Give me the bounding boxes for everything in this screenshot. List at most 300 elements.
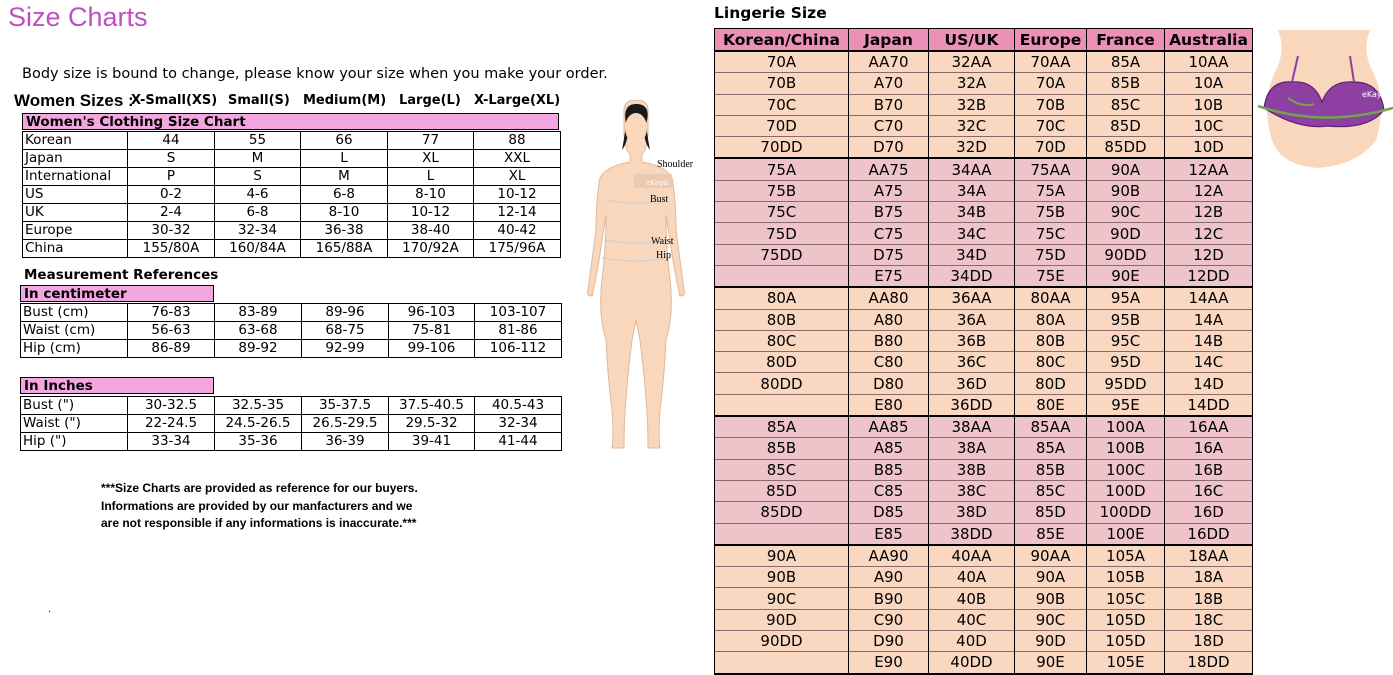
lingerie-cell: C75 <box>849 223 929 244</box>
lingerie-cell: 18DD <box>1165 652 1253 674</box>
lingerie-cell: 16D <box>1165 502 1253 523</box>
size-cell: 10-12 <box>388 204 474 222</box>
size-cell: XL <box>388 150 474 168</box>
lingerie-cell: 85C <box>1015 480 1087 501</box>
body-figure-illustration <box>566 100 706 455</box>
lingerie-row <box>715 158 1253 180</box>
lingerie-cell: 80C <box>715 330 849 351</box>
lingerie-cell: B70 <box>849 94 929 115</box>
size-cell: 35-36 <box>215 433 302 451</box>
lingerie-cell: 90DD <box>715 631 849 652</box>
lingerie-cell: 90E <box>1087 265 1165 287</box>
lingerie-cell: 38AA <box>929 416 1015 438</box>
lingerie-cell: 75DD <box>715 244 849 265</box>
size-cell: 170/92A <box>388 240 474 258</box>
lingerie-cell: 70C <box>715 94 849 115</box>
lingerie-cell: 14D <box>1165 373 1253 394</box>
size-cell: 103-107 <box>475 304 562 322</box>
lingerie-cell: 40D <box>929 631 1015 652</box>
lingerie-cell: A90 <box>849 567 929 588</box>
size-cell: L <box>301 150 388 168</box>
size-cell: 155/80A <box>128 240 215 258</box>
row-label: Japan <box>23 150 128 168</box>
size-cell: 76-83 <box>128 304 215 322</box>
lingerie-header-cell: Europe <box>1015 29 1087 52</box>
lingerie-row <box>715 180 1253 201</box>
clothing-row <box>23 186 561 204</box>
cm-row <box>21 322 562 340</box>
size-cell: 10-12 <box>474 186 561 204</box>
lingerie-cell: 16B <box>1165 459 1253 480</box>
lingerie-cell: 80AA <box>1015 287 1087 309</box>
lingerie-cell: B85 <box>849 459 929 480</box>
lingerie-cell: 90D <box>1015 631 1087 652</box>
size-cell: 36-38 <box>301 222 388 240</box>
lingerie-cell: 34B <box>929 202 1015 223</box>
clothing-row <box>23 222 561 240</box>
size-cell: 75-81 <box>389 322 475 340</box>
size-cell: P <box>128 168 215 186</box>
lingerie-cell: 70D <box>1015 137 1087 159</box>
lingerie-cell: B75 <box>849 202 929 223</box>
lingerie-cell: 85D <box>1015 502 1087 523</box>
size-cell: 8-10 <box>388 186 474 204</box>
size-cell: 6-8 <box>301 186 388 204</box>
lingerie-header-cell: France <box>1087 29 1165 52</box>
lingerie-cell: 16DD <box>1165 523 1253 545</box>
lingerie-cell: 85AA <box>1015 416 1087 438</box>
size-cell: 86-89 <box>128 340 215 358</box>
lingerie-cell: 38B <box>929 459 1015 480</box>
lingerie-cell: 40A <box>929 567 1015 588</box>
size-cell: 63-68 <box>215 322 302 340</box>
lingerie-cell: 14DD <box>1165 394 1253 416</box>
lingerie-cell: 90C <box>1087 202 1165 223</box>
lingerie-cell: 105E <box>1087 652 1165 674</box>
size-cell: 77 <box>388 132 474 150</box>
clothing-size-table <box>22 131 561 258</box>
lingerie-cell: 85D <box>1087 115 1165 136</box>
lingerie-cell: 32B <box>929 94 1015 115</box>
lingerie-cell: 80E <box>1015 394 1087 416</box>
lingerie-cell: 34DD <box>929 265 1015 287</box>
lingerie-row <box>715 115 1253 136</box>
lingerie-cell: 100B <box>1087 438 1165 459</box>
lingerie-cell: 105D <box>1087 609 1165 630</box>
lingerie-cell: 85A <box>1015 438 1087 459</box>
lingerie-cell: 90E <box>1015 652 1087 674</box>
lingerie-cell: 75A <box>1015 180 1087 201</box>
lingerie-cell: 36B <box>929 330 1015 351</box>
lingerie-cell: 16AA <box>1165 416 1253 438</box>
size-cell: 29.5-32 <box>389 415 475 433</box>
lingerie-cell: 10B <box>1165 94 1253 115</box>
lingerie-cell: 90C <box>1015 609 1087 630</box>
size-m: Medium(M) <box>303 93 387 108</box>
inch-row <box>21 433 562 451</box>
size-cell: 22-24.5 <box>128 415 215 433</box>
size-cell: 89-92 <box>215 340 302 358</box>
lingerie-cell: 85A <box>1087 51 1165 73</box>
inch-row <box>21 397 562 415</box>
size-cell: 88 <box>474 132 561 150</box>
clothing-row <box>23 240 561 258</box>
lingerie-cell: 16A <box>1165 438 1253 459</box>
lingerie-cell: 32D <box>929 137 1015 159</box>
lingerie-cell: 14AA <box>1165 287 1253 309</box>
lingerie-cell: 18AA <box>1165 545 1253 567</box>
lingerie-cell: 40AA <box>929 545 1015 567</box>
row-label: Bust (") <box>21 397 128 415</box>
lingerie-cell: 85C <box>1087 94 1165 115</box>
size-cell: 44 <box>128 132 215 150</box>
lingerie-cell: B80 <box>849 330 929 351</box>
lingerie-cell: 90D <box>1087 223 1165 244</box>
lingerie-row <box>715 73 1253 94</box>
page-title: Size Charts <box>8 2 148 32</box>
lingerie-cell: 75C <box>715 202 849 223</box>
size-cell: S <box>128 150 215 168</box>
lingerie-cell: C90 <box>849 609 929 630</box>
dot-mark: . <box>48 604 52 615</box>
disclaimer-text: ***Size Charts are provided as reference for our buyers. Informations are provided by our manfacturers and we are not responsible if any informations is inaccurate.*** <box>101 481 418 530</box>
lingerie-cell: 70D <box>715 115 849 136</box>
size-cell: 0-2 <box>128 186 215 204</box>
lingerie-row <box>715 94 1253 115</box>
lingerie-cell: 90DD <box>1087 244 1165 265</box>
lingerie-cell: 80DD <box>715 373 849 394</box>
cm-row <box>21 304 562 322</box>
size-cell: 160/84A <box>215 240 301 258</box>
size-cell: 2-4 <box>128 204 215 222</box>
lingerie-row <box>715 545 1253 567</box>
lingerie-cell: 105A <box>1087 545 1165 567</box>
lingerie-cell: 85E <box>1015 523 1087 545</box>
row-label: Hip (") <box>21 433 128 451</box>
row-label: Europe <box>23 222 128 240</box>
lingerie-cell: 70A <box>715 51 849 73</box>
lingerie-row <box>715 287 1253 309</box>
lingerie-cell: 14B <box>1165 330 1253 351</box>
lingerie-cell: 90C <box>715 588 849 609</box>
lingerie-cell: 100C <box>1087 459 1165 480</box>
lingerie-cell: 70DD <box>715 137 849 159</box>
cm-table <box>20 303 562 358</box>
intro-text: Body size is bound to change, please know your size when you make your order. <box>22 66 608 82</box>
size-cell: 24.5-26.5 <box>215 415 302 433</box>
lingerie-cell: 90B <box>1015 588 1087 609</box>
lingerie-cell: 18B <box>1165 588 1253 609</box>
size-cell: 175/96A <box>474 240 561 258</box>
lingerie-cell: 34AA <box>929 158 1015 180</box>
lingerie-cell: 70B <box>715 73 849 94</box>
clothing-chart-title: Women's Clothing Size Chart <box>22 113 559 130</box>
lingerie-cell: 75B <box>1015 202 1087 223</box>
lingerie-cell: 85B <box>1015 459 1087 480</box>
lingerie-cell: 36D <box>929 373 1015 394</box>
size-cell: 33-34 <box>128 433 215 451</box>
label-bust: Bust <box>650 194 669 205</box>
size-cell: 32.5-35 <box>215 397 302 415</box>
lingerie-cell: AA85 <box>849 416 929 438</box>
lingerie-row <box>715 480 1253 501</box>
lingerie-cell: 90B <box>1087 180 1165 201</box>
lingerie-cell: 12B <box>1165 202 1253 223</box>
lingerie-cell: 32C <box>929 115 1015 136</box>
lingerie-cell: 80C <box>1015 352 1087 373</box>
size-cell: L <box>388 168 474 186</box>
lingerie-cell: 75B <box>715 180 849 201</box>
lingerie-cell: 36A <box>929 309 1015 330</box>
row-label: Waist (cm) <box>21 322 128 340</box>
row-label: China <box>23 240 128 258</box>
lingerie-cell: 40B <box>929 588 1015 609</box>
lingerie-cell: 40DD <box>929 652 1015 674</box>
lingerie-cell: 105B <box>1087 567 1165 588</box>
lingerie-cell: 95B <box>1087 309 1165 330</box>
lingerie-cell: 70AA <box>1015 51 1087 73</box>
row-label: US <box>23 186 128 204</box>
size-cell: 165/88A <box>301 240 388 258</box>
lingerie-cell: C80 <box>849 352 929 373</box>
cm-title: In centimeter <box>20 285 214 302</box>
lingerie-cell: 12C <box>1165 223 1253 244</box>
lingerie-row <box>715 137 1253 159</box>
lingerie-row <box>715 309 1253 330</box>
lingerie-cell: 36AA <box>929 287 1015 309</box>
lingerie-cell: 80B <box>715 309 849 330</box>
size-cell: XL <box>474 168 561 186</box>
row-label: UK <box>23 204 128 222</box>
lingerie-cell: 85DD <box>1087 137 1165 159</box>
lingerie-cell: 80B <box>1015 330 1087 351</box>
lingerie-cell: 32A <box>929 73 1015 94</box>
lingerie-cell: 95D <box>1087 352 1165 373</box>
lingerie-cell: 90A <box>715 545 849 567</box>
label-shoulder: Shoulder <box>657 159 694 170</box>
inch-table <box>20 396 562 451</box>
lingerie-cell: 100DD <box>1087 502 1165 523</box>
clothing-row <box>23 168 561 186</box>
lingerie-cell <box>715 523 849 545</box>
label-hip: Hip <box>656 250 671 261</box>
row-label: International <box>23 168 128 186</box>
lingerie-cell: E90 <box>849 652 929 674</box>
size-cell: 41-44 <box>475 433 562 451</box>
lingerie-cell: 105C <box>1087 588 1165 609</box>
size-cell: 96-103 <box>389 304 475 322</box>
lingerie-cell: 75E <box>1015 265 1087 287</box>
lingerie-row <box>715 394 1253 416</box>
lingerie-cell: 105D <box>1087 631 1165 652</box>
lingerie-cell: 90A <box>1015 567 1087 588</box>
lingerie-cell: 100D <box>1087 480 1165 501</box>
lingerie-cell: D70 <box>849 137 929 159</box>
lingerie-cell: 75AA <box>1015 158 1087 180</box>
row-label: Waist (") <box>21 415 128 433</box>
lingerie-cell: A85 <box>849 438 929 459</box>
lingerie-cell: 75D <box>715 223 849 244</box>
lingerie-row <box>715 244 1253 265</box>
lingerie-cell: 80A <box>715 287 849 309</box>
lingerie-cell: 34A <box>929 180 1015 201</box>
lingerie-cell: 85D <box>715 480 849 501</box>
lingerie-cell: A80 <box>849 309 929 330</box>
lingerie-cell: 75A <box>715 158 849 180</box>
lingerie-cell: 100A <box>1087 416 1165 438</box>
size-cell: 4-6 <box>215 186 301 204</box>
clothing-row <box>23 132 561 150</box>
lingerie-cell: 32AA <box>929 51 1015 73</box>
lingerie-cell: 70B <box>1015 94 1087 115</box>
size-cell: 83-89 <box>215 304 302 322</box>
lingerie-cell: 10D <box>1165 137 1253 159</box>
size-cell: 106-112 <box>475 340 562 358</box>
lingerie-cell: 85DD <box>715 502 849 523</box>
cm-row <box>21 340 562 358</box>
lingerie-row <box>715 202 1253 223</box>
lingerie-cell: D90 <box>849 631 929 652</box>
size-cell: 35-37.5 <box>302 397 389 415</box>
lingerie-cell: 10C <box>1165 115 1253 136</box>
lingerie-cell: 80A <box>1015 309 1087 330</box>
size-cell: 56-63 <box>128 322 215 340</box>
lingerie-cell: AA90 <box>849 545 929 567</box>
size-cell: 92-99 <box>302 340 389 358</box>
lingerie-header-cell: US/UK <box>929 29 1015 52</box>
lingerie-cell: 34C <box>929 223 1015 244</box>
lingerie-cell: 38D <box>929 502 1015 523</box>
lingerie-cell: 90AA <box>1015 545 1087 567</box>
lingerie-cell: 90D <box>715 609 849 630</box>
size-cell: 55 <box>215 132 301 150</box>
size-cell: 66 <box>301 132 388 150</box>
lingerie-cell: 90B <box>715 567 849 588</box>
lingerie-cell: 36C <box>929 352 1015 373</box>
size-cell: 89-96 <box>302 304 389 322</box>
lingerie-cell: 95E <box>1087 394 1165 416</box>
row-label: Hip (cm) <box>21 340 128 358</box>
lingerie-cell: 12DD <box>1165 265 1253 287</box>
lingerie-cell: 12D <box>1165 244 1253 265</box>
lingerie-cell: 38C <box>929 480 1015 501</box>
lingerie-cell: 16C <box>1165 480 1253 501</box>
lingerie-cell: D85 <box>849 502 929 523</box>
lingerie-row <box>715 373 1253 394</box>
size-cell: 99-106 <box>389 340 475 358</box>
size-cell: XXL <box>474 150 561 168</box>
lingerie-cell: 34D <box>929 244 1015 265</box>
lingerie-cell: C85 <box>849 480 929 501</box>
lingerie-cell: 95A <box>1087 287 1165 309</box>
lingerie-cell: 18A <box>1165 567 1253 588</box>
bra-illustration <box>1258 30 1393 170</box>
lingerie-cell: 85B <box>1087 73 1165 94</box>
lingerie-header-cell: Korean/China <box>715 29 849 52</box>
size-cell: S <box>215 168 301 186</box>
lingerie-cell: 75D <box>1015 244 1087 265</box>
size-cell: 26.5-29.5 <box>302 415 389 433</box>
lingerie-cell: 14C <box>1165 352 1253 373</box>
lingerie-cell: 18D <box>1165 631 1253 652</box>
lingerie-cell: 70A <box>1015 73 1087 94</box>
lingerie-cell: 85B <box>715 438 849 459</box>
size-cell: 37.5-40.5 <box>389 397 475 415</box>
lingerie-row <box>715 459 1253 480</box>
lingerie-cell: AA80 <box>849 287 929 309</box>
women-sizes-row <box>14 91 574 111</box>
size-cell: 40-42 <box>474 222 561 240</box>
size-l: Large(L) <box>399 93 461 108</box>
size-cell: 32-34 <box>215 222 301 240</box>
lingerie-cell: 38A <box>929 438 1015 459</box>
lingerie-cell: E85 <box>849 523 929 545</box>
label-waist: Waist <box>651 236 674 247</box>
lingerie-cell: C70 <box>849 115 929 136</box>
body-silhouette <box>588 100 685 448</box>
lingerie-cell: 10AA <box>1165 51 1253 73</box>
lingerie-row <box>715 502 1253 523</box>
size-cell: 12-14 <box>474 204 561 222</box>
lingerie-row <box>715 223 1253 244</box>
lingerie-cell: 75C <box>1015 223 1087 244</box>
lingerie-row <box>715 567 1253 588</box>
lingerie-cell: 100E <box>1087 523 1165 545</box>
lingerie-cell: 36DD <box>929 394 1015 416</box>
lingerie-cell: 90A <box>1087 158 1165 180</box>
bra-watermark: eKayis <box>1362 90 1389 99</box>
row-label: Bust (cm) <box>21 304 128 322</box>
lingerie-row <box>715 265 1253 287</box>
size-cell: 36-39 <box>302 433 389 451</box>
lingerie-row <box>715 588 1253 609</box>
lingerie-row <box>715 438 1253 459</box>
lingerie-title: Lingerie Size <box>714 4 827 22</box>
lingerie-row <box>715 51 1253 73</box>
lingerie-cell: AA70 <box>849 51 929 73</box>
lingerie-cell <box>715 265 849 287</box>
lingerie-row <box>715 609 1253 630</box>
women-sizes-label: Women Sizes : <box>14 91 134 110</box>
lingerie-row <box>715 523 1253 545</box>
lingerie-size-table <box>714 28 1253 675</box>
clothing-row <box>23 204 561 222</box>
clothing-row <box>23 150 561 168</box>
lingerie-header-cell: Australia <box>1165 29 1253 52</box>
lingerie-header-cell: Japan <box>849 29 929 52</box>
figure-watermark: eKayis <box>646 179 669 187</box>
lingerie-cell: 40C <box>929 609 1015 630</box>
size-xl: X-Large(XL) <box>474 93 561 108</box>
size-xs: X-Small(XS) <box>131 93 218 108</box>
lingerie-cell: 38DD <box>929 523 1015 545</box>
lingerie-cell: 10A <box>1165 73 1253 94</box>
lingerie-cell <box>715 394 849 416</box>
size-cell: 38-40 <box>388 222 474 240</box>
lingerie-cell: B90 <box>849 588 929 609</box>
lingerie-cell: 12AA <box>1165 158 1253 180</box>
lingerie-cell: E80 <box>849 394 929 416</box>
size-cell: 40.5-43 <box>475 397 562 415</box>
size-cell: M <box>301 168 388 186</box>
lingerie-cell: 14A <box>1165 309 1253 330</box>
lingerie-cell: D80 <box>849 373 929 394</box>
size-cell: 68-75 <box>302 322 389 340</box>
lingerie-cell: AA75 <box>849 158 929 180</box>
size-cell: 6-8 <box>215 204 301 222</box>
lingerie-cell: 95DD <box>1087 373 1165 394</box>
lingerie-cell: E75 <box>849 265 929 287</box>
